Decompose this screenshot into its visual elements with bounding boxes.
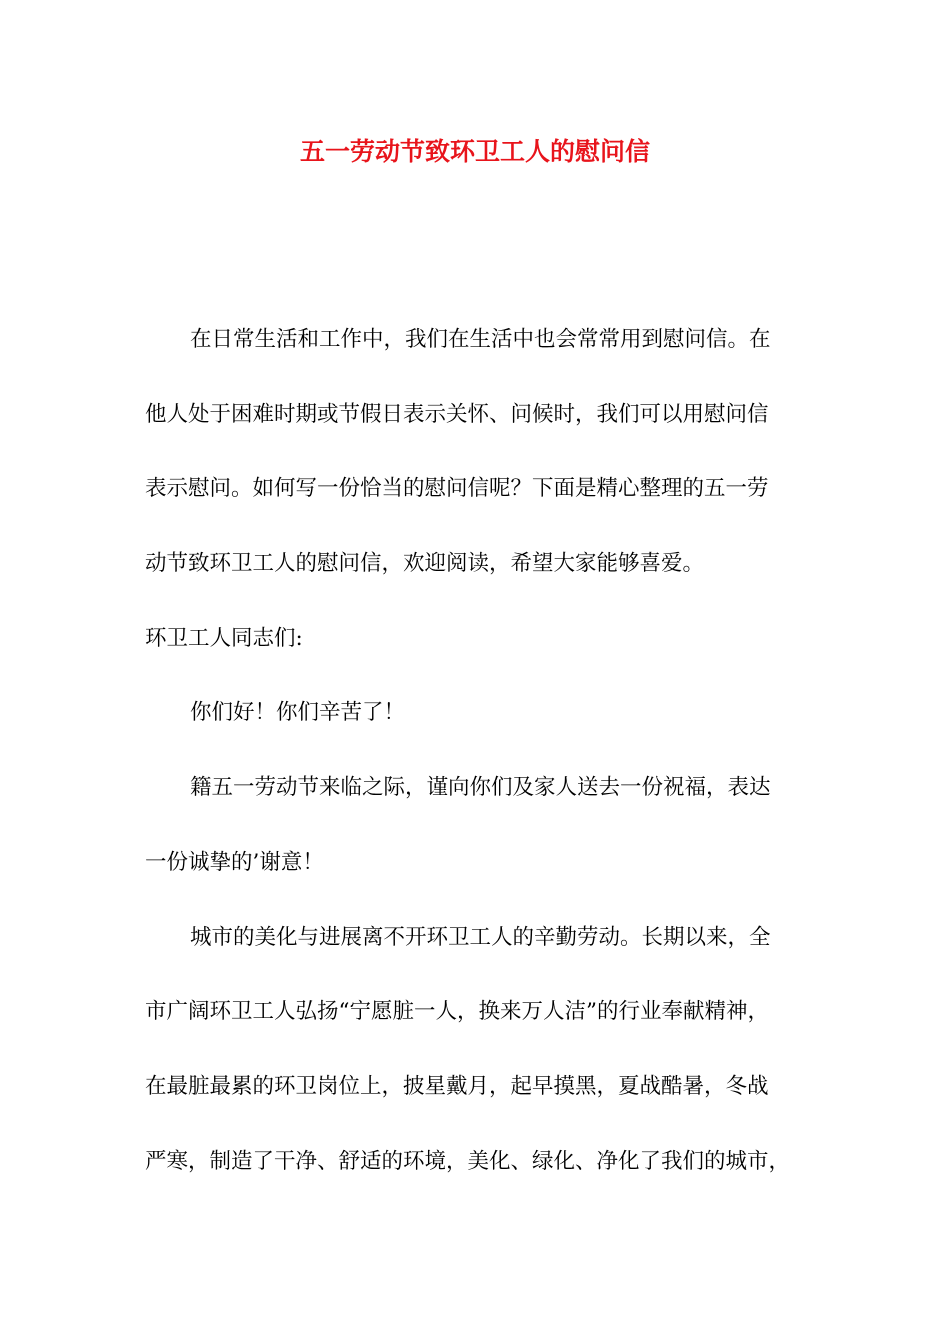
salutation-line: 环卫工人同志们: [145, 626, 303, 651]
body-line-12: 严寒，制造了干净、舒适的环境，美化、绿化、净化了我们的城市， [145, 1149, 791, 1174]
body-line-2: 他人处于困难时期或节假日表示关怀、问候时，我们可以用慰问信 [145, 402, 769, 427]
body-line-10: 市广阔环卫工人弘扬“宁愿脏一人，换来万人洁”的行业奉献精神， [145, 999, 769, 1024]
body-line-7: 籍五一劳动节来临之际，谨向你们及家人送去一份祝福，表达 [190, 775, 771, 800]
body-line-8: 一份诚挚的’谢意！ [145, 850, 324, 875]
document-title: 五一劳动节致环卫工人的慰问信 [299, 137, 650, 166]
body-line-1: 在日常生活和工作中，我们在生活中也会常常用到慰问信。在 [190, 327, 771, 352]
body-line-3: 表示慰问。如何写一份恰当的慰问信呢？下面是精心整理的五一劳 [145, 476, 769, 501]
greeting-line: 你们好！你们辛苦了！ [190, 700, 406, 725]
body-line-4: 动节致环卫工人的慰问信，欢迎阅读，希望大家能够喜爱。 [145, 551, 705, 576]
body-line-9: 城市的美化与进展离不开环卫工人的辛勤劳动。长期以来，全 [190, 925, 771, 950]
body-line-11: 在最脏最累的环卫岗位上，披星戴月，起早摸黑，夏战酷暑，冬战 [145, 1074, 769, 1099]
